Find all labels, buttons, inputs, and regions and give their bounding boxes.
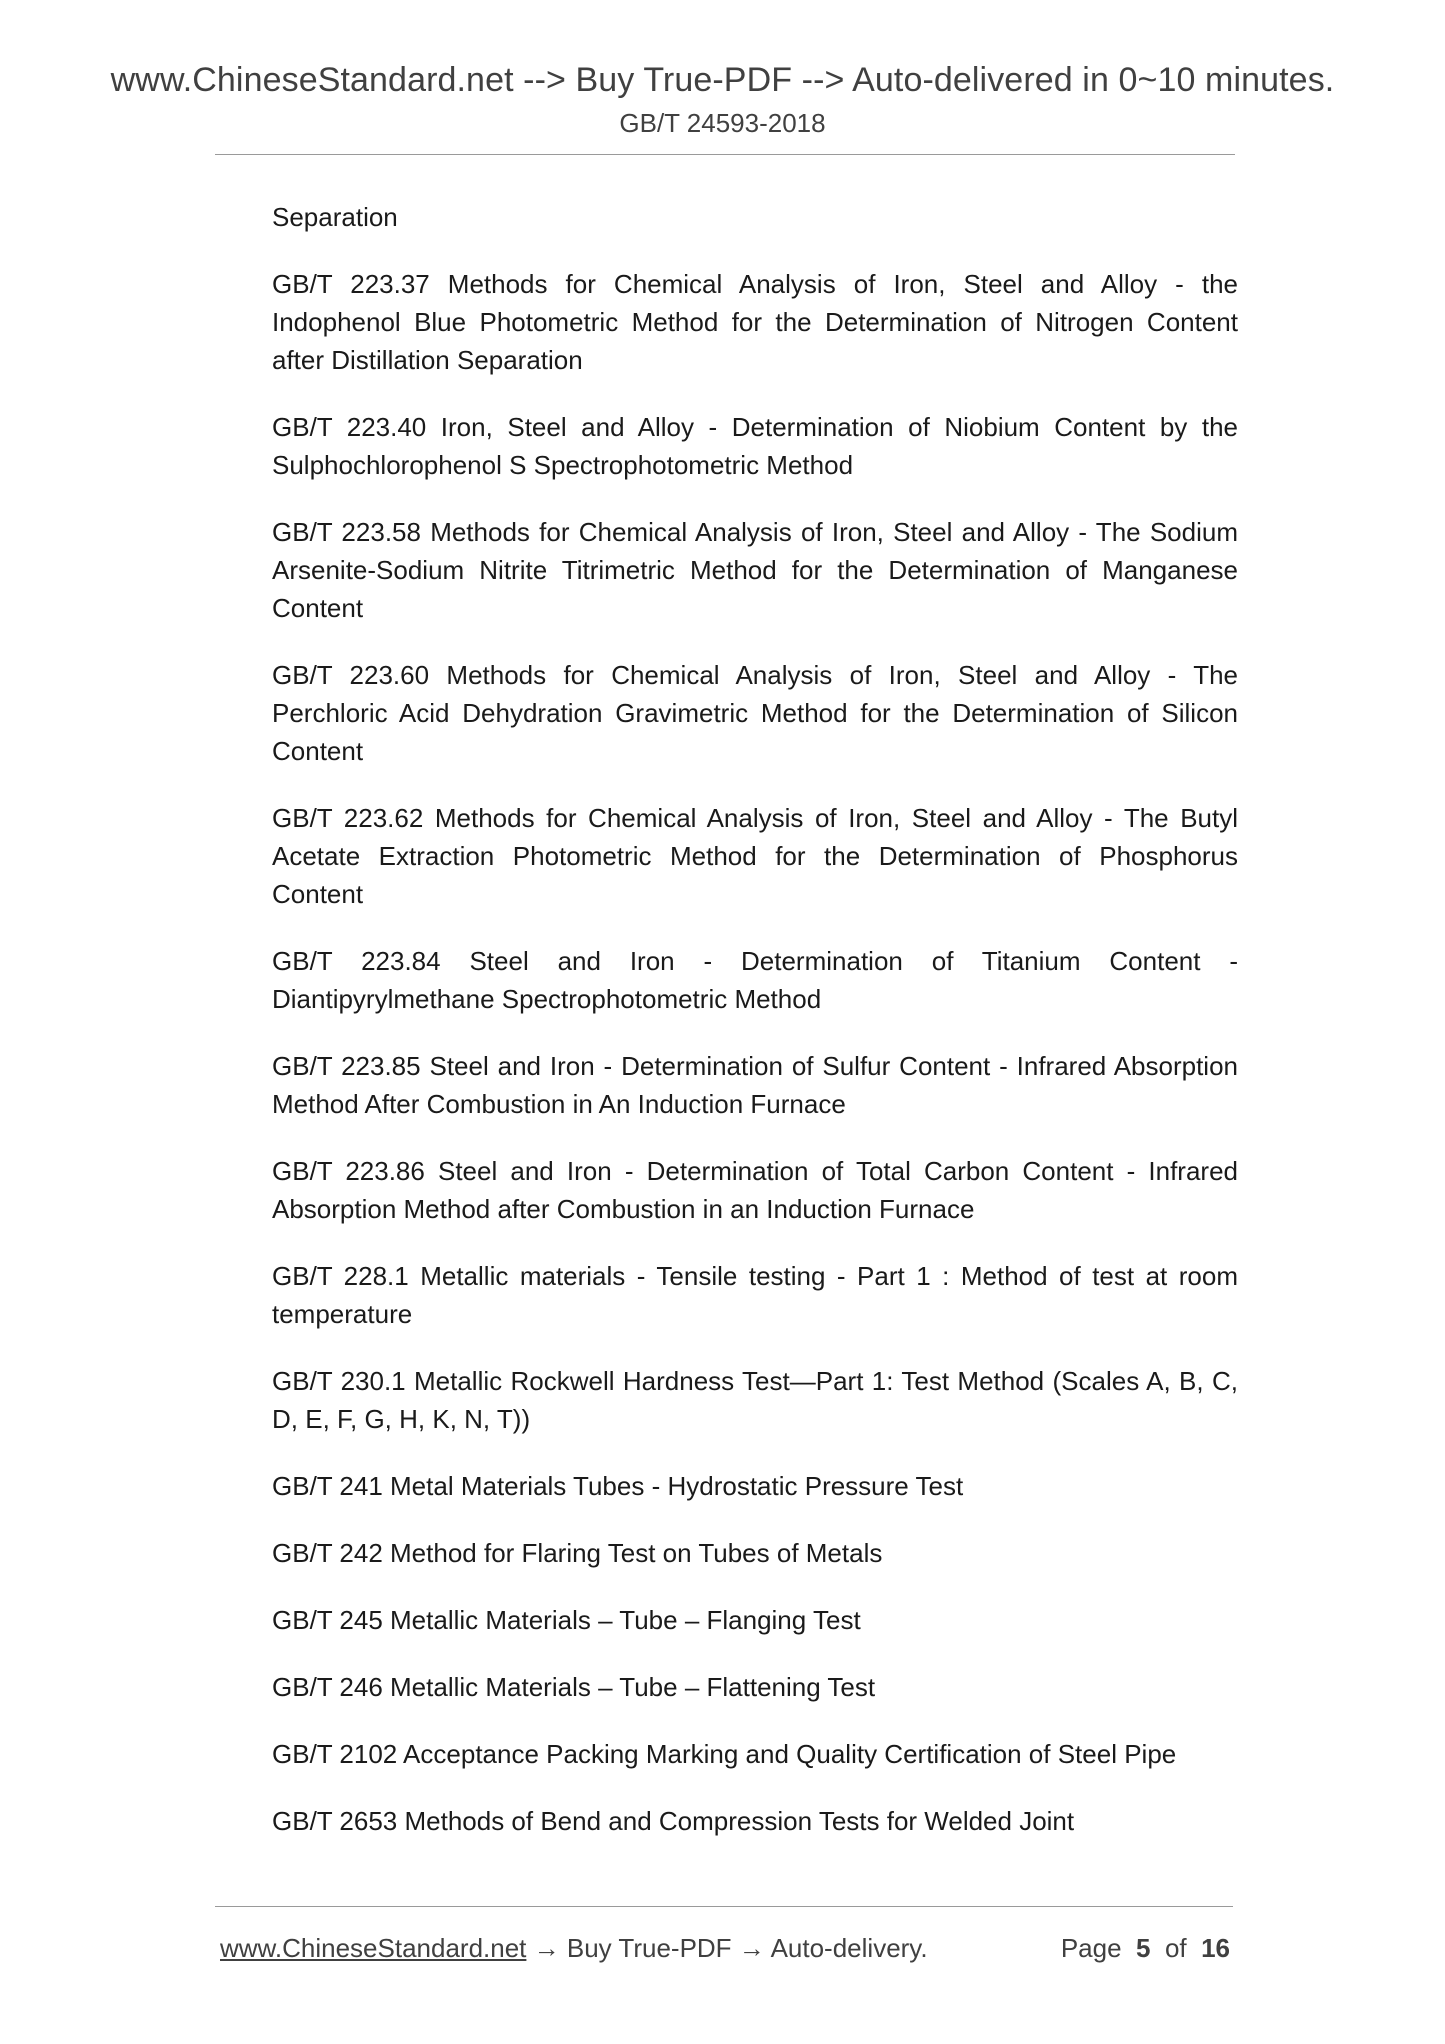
footer-promo	[220, 1928, 928, 1968]
page-label: Page	[1060, 1933, 1122, 1963]
page-total: 16	[1201, 1933, 1230, 1963]
paragraph: GB/T 242 Method for Flaring Test on Tubes of Metals	[272, 1538, 883, 1568]
header-divider	[215, 154, 1235, 155]
page-number: 5	[1136, 1933, 1151, 1963]
paragraph: GB/T 2653 Methods of Bend and Compression Tests for Welded Joint	[272, 1806, 1075, 1836]
footer-promo-tail: → Buy True-PDF → Auto-delivery.	[526, 1933, 928, 1963]
paragraph: Separation	[272, 202, 398, 232]
paragraph: GB/T 223.62 Methods for Chemical Analysis of Iron, Steel and Alloy - The Butyl Acetate Extraction Photometric Method for the Determination of Phosphorus Content	[272, 803, 1238, 909]
paragraph: GB/T 223.37 Methods for Chemical Analysis of Iron, Steel and Alloy - the Indophenol Blue Photometric Method for the Determination of Nitrogen Content after Distillation Separation	[272, 269, 1238, 375]
paragraph: GB/T 223.86 Steel and Iron - Determination of Total Carbon Content - Infrared Absorption Method after Combustion in an Induction Furnace	[272, 1156, 1238, 1224]
document-body	[272, 198, 1238, 1869]
paragraph: GB/T 223.84 Steel and Iron - Determination of Titanium Content - Diantipyrylmethane Spectrophotometric Method	[272, 946, 1238, 1014]
paragraph: GB/T 223.58 Methods for Chemical Analysis of Iron, Steel and Alloy - The Sodium Arsenite-Sodium Nitrite Titrimetric Method for the Determination of Manganese Content	[272, 517, 1238, 623]
paragraph: GB/T 241 Metal Materials Tubes - Hydrostatic Pressure Test	[272, 1471, 964, 1501]
page-footer	[220, 1928, 1230, 1968]
footer-divider	[215, 1906, 1233, 1907]
page-header	[0, 58, 1445, 140]
paragraph: GB/T 228.1 Metallic materials - Tensile testing - Part 1 : Method of test at room temperature	[272, 1261, 1238, 1329]
paragraph: GB/T 230.1 Metallic Rockwell Hardness Test—Part 1: Test Method (Scales A, B, C, D, E, F, G, H, K, N, T))	[272, 1366, 1238, 1434]
paragraph: GB/T 2102 Acceptance Packing Marking and Quality Certification of Steel Pipe	[272, 1739, 1177, 1769]
paragraph: GB/T 223.40 Iron, Steel and Alloy - Determination of Niobium Content by the Sulphochlorophenol S Spectrophotometric Method	[272, 412, 1238, 480]
header-promo-text: www.ChineseStandard.net --> Buy True-PDF --> Auto-delivered in 0~10 minutes.	[110, 61, 1335, 99]
header-standard-number: GB/T 24593-2018	[619, 108, 826, 138]
paragraph: GB/T 223.60 Methods for Chemical Analysis of Iron, Steel and Alloy - The Perchloric Acid Dehydration Gravimetric Method for the Determination of Silicon Content	[272, 660, 1238, 766]
paragraph: GB/T 223.85 Steel and Iron - Determination of Sulfur Content - Infrared Absorption Method After Combustion in An Induction Furnace	[272, 1051, 1238, 1119]
paragraph: GB/T 246 Metallic Materials – Tube – Flattening Test	[272, 1672, 876, 1702]
paragraph: GB/T 245 Metallic Materials – Tube – Flanging Test	[272, 1605, 861, 1635]
of-label: of	[1164, 1933, 1187, 1963]
page-indicator	[1061, 1928, 1230, 1968]
footer-site-link[interactable]: www.ChineseStandard.net	[220, 1933, 527, 1963]
